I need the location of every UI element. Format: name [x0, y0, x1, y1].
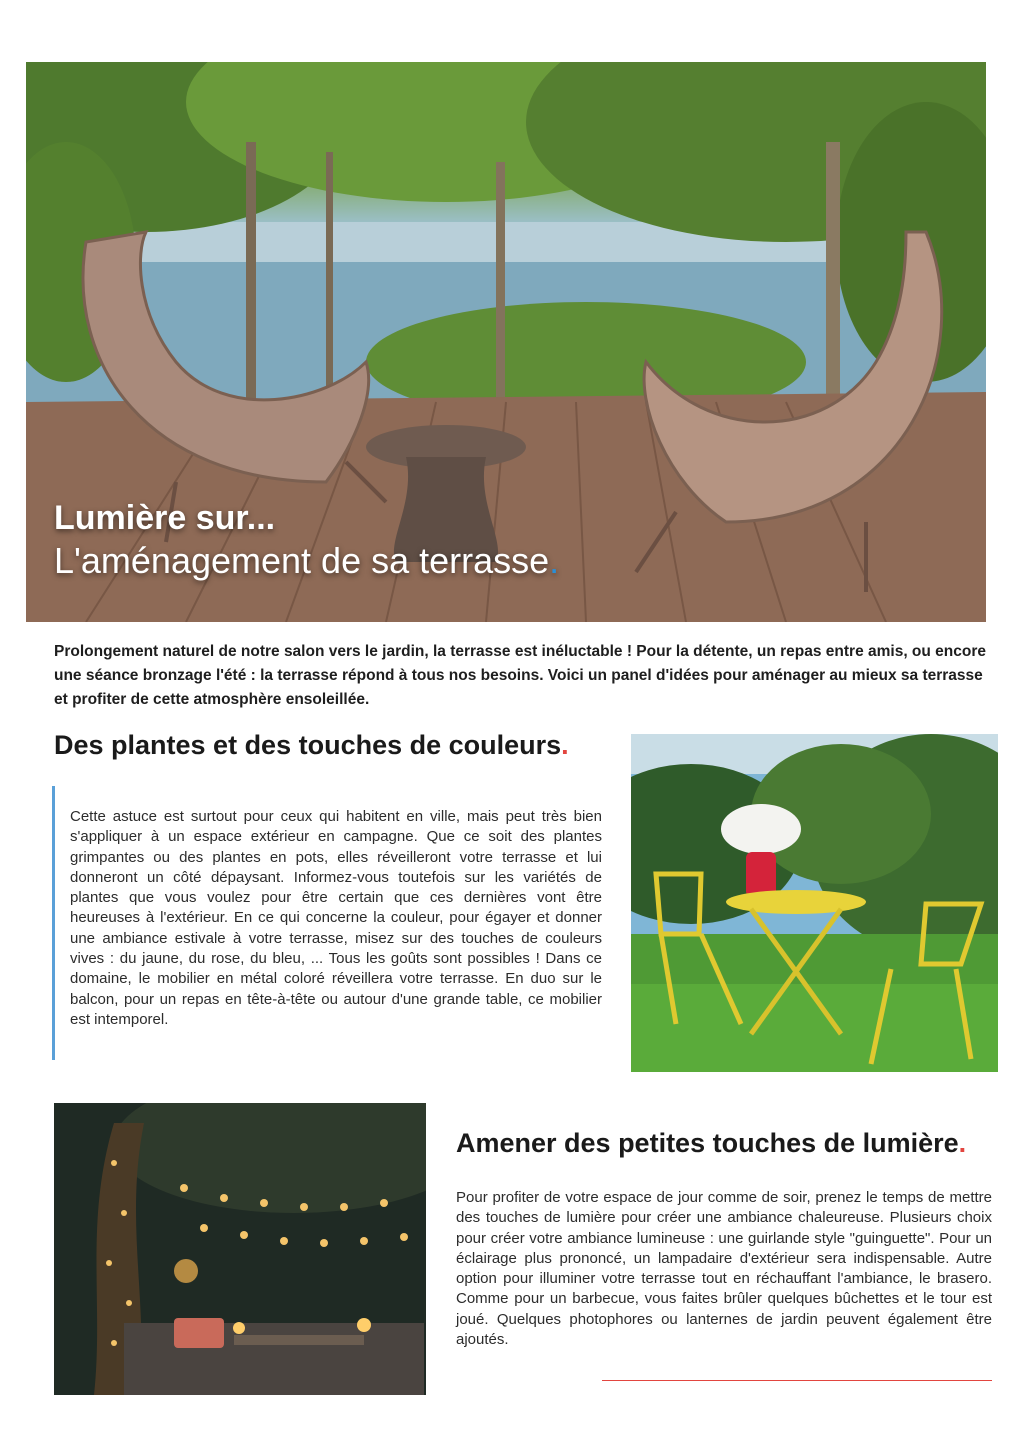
section-divider-line — [602, 1380, 992, 1381]
hero-kicker: Lumière sur... — [54, 499, 276, 537]
section-title-plants — [54, 730, 569, 761]
section-title-plants-dot: . — [561, 730, 569, 760]
section-body-light: Pour profiter de votre espace de jour comme de soir, prenez le temps de mettre des touches de lumière pour créer une ambiance chaleureuse. Plusieurs choix pour créer votre ambiance lumineuse : une guirlande style "guinguette". Pour un éclairage plus prononcé, un lampadaire d'extérieur sera indispensable. Autre option pour illuminer votre terrasse tout en réchauffant l'ambiance, le brasero. Comme pour un barbecue, vous faites brûler quelques bûchettes et le tour est joué. Quelques photophores ou lanternes de jardin peuvent également être ajoutés. — [456, 1189, 992, 1349]
section-title-plants-text: Des plantes et des touches de couleurs — [54, 730, 562, 760]
garden-furniture-image — [631, 734, 998, 1072]
intro-paragraph: Prolongement naturel de notre salon vers le jardin, la terrasse est inéluctable ! Pour la détente, un repas entre amis, ou encore une séance bronzage l'été : la terrasse répond à tous nos besoins. Voici un panel d'idées pour aménager au mieux sa terrasse et profiter de cette atmosphère ensoleillée. — [54, 643, 987, 708]
section-accent-bar — [52, 786, 55, 1060]
night-lights-image — [54, 1103, 426, 1395]
hero-image — [26, 62, 986, 622]
hero-title — [54, 498, 559, 583]
section-title-light — [456, 1128, 966, 1159]
hero-subtitle — [54, 539, 559, 583]
section-body-plants: Cette astuce est surtout pour ceux qui habitent en ville, mais peut très bien s'appliquer à un espace extérieur en campagne. Que ce soit des plantes grimpantes ou des plantes en pots, elles réveilleront votre terrasse et lui donneront un côté dépaysant. Informez-vous toutefois sur les variétés de plantes que vous voulez pour être certain que ces dernières vont être heureuses à l'extérieur. En ce qui concerne la couleur, pour égayer et donner une ambiance estivale à votre terrasse, misez sur des touches de couleurs vives : du jaune, du rose, du bleu, ... Tous les goûts sont possibles ! Dans ce domaine, le mobilier en métal coloré réveillera votre terrasse. En duo sur le balcon, pour un repas en tête-à-tête ou autour d'une grande table, ce mobilier est intemporel. — [70, 808, 602, 1028]
section-title-light-dot: . — [958, 1128, 967, 1158]
section-title-light-text: Amener des petites touches de lumière — [456, 1128, 959, 1158]
hero-subtitle-text: L'aménagement de sa terrasse — [54, 540, 550, 582]
yellow-bistro-set-illustration — [631, 734, 998, 1072]
string-lights-illustration — [54, 1103, 426, 1395]
hero-subtitle-dot: . — [549, 540, 560, 582]
